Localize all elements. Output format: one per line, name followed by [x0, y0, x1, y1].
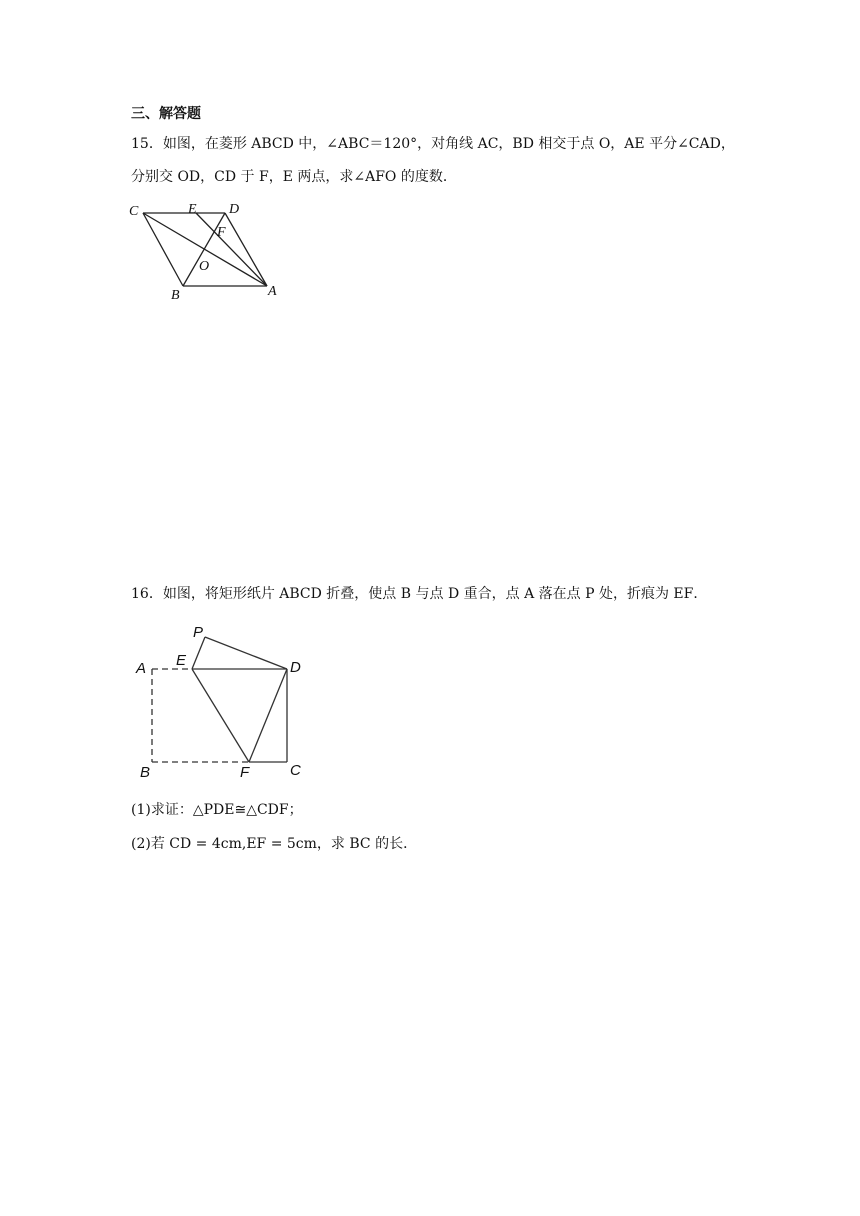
label-f: F [240, 764, 250, 781]
label-f: F [217, 225, 226, 240]
label-o: O [199, 259, 210, 274]
label-p: P [193, 624, 204, 641]
side-bc [143, 213, 183, 286]
question-16-text-line-1: 16．如图，将矩形纸片 ABCD 折叠，使点 B 与点 D 重合，点 A 落在点 P 处，折痕为 EF． [131, 586, 708, 602]
segment-pd [205, 637, 287, 669]
label-e: E [188, 202, 197, 217]
label-a: A [136, 660, 147, 677]
diagonal-ac [143, 213, 267, 286]
section-title: 三、解答题 [131, 106, 201, 122]
question-16-part-1: (1)求证：△PDE≅△CDF； [131, 802, 303, 818]
label-c: C [290, 762, 301, 779]
label-a: A [268, 284, 277, 299]
segment-df [249, 669, 287, 762]
segment-ae [196, 213, 267, 286]
fold-line-ef [192, 669, 249, 762]
question-15-text-line-2: 分别交 OD，CD 于 F，E 两点，求∠AFO 的度数． [131, 169, 457, 185]
segment-ep [192, 637, 205, 669]
label-b: B [140, 764, 151, 781]
label-d: D [229, 202, 240, 217]
side-da [225, 213, 267, 286]
label-d: D [290, 659, 301, 676]
question-16-part-2: (2)若 CD = 4cm,EF = 5cm，求 BC 的长． [131, 836, 418, 852]
label-b: B [171, 288, 180, 303]
diagonal-bd [183, 213, 225, 286]
label-c: C [129, 204, 139, 219]
question-15-text-line-1: 15．如图，在菱形 ABCD 中，∠ABC＝120°，对角线 AC，BD 相交于点 O，AE 平分∠CAD， [131, 136, 735, 152]
label-e: E [176, 652, 187, 669]
